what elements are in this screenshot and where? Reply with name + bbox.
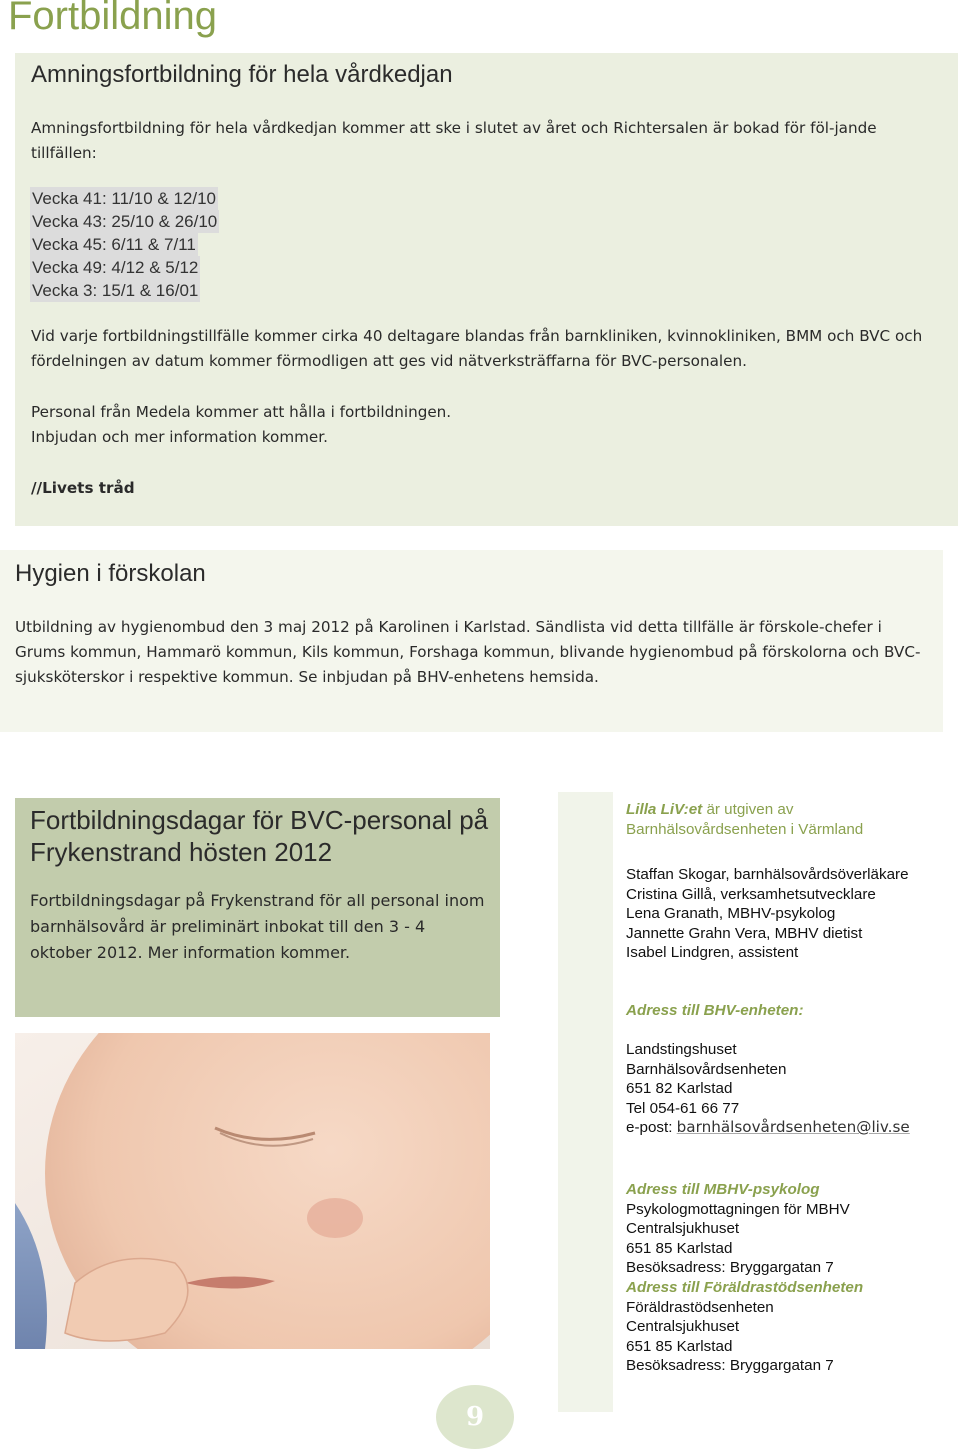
- foraldra-address-heading: Adress till Föräldrastödsenheten: [626, 1278, 864, 1296]
- fortbildningsdagar-section: [15, 798, 500, 1017]
- amning-section: [15, 53, 958, 526]
- mbhv-address-block: [626, 1180, 960, 1376]
- fortbildningsdagar-paragraph: Fortbildningsdagar på Frykenstrand för all personal inom barnhälsovård är preliminärt inbokat till den 3 - 4 oktober 2012. Mer information kommer.: [30, 891, 485, 962]
- sleeping-baby-illustration: [15, 1033, 490, 1349]
- invitation-line: Inbjudan och mer information kommer.: [31, 428, 328, 446]
- publisher-line-rest: är utgiven av: [702, 801, 794, 818]
- staff-item: Cristina Gillå, verksamhetsutvecklare: [626, 885, 876, 903]
- address-line: Föräldrastödsenheten: [626, 1298, 774, 1316]
- staff-item: Jannette Grahn Vera, MBHV dietist: [626, 924, 863, 942]
- week-item: Vecka 43: 25/10 & 26/10: [32, 212, 218, 231]
- publication-name: Lilla LiV:et: [626, 801, 703, 818]
- address-line: Tel 054-61 66 77: [626, 1099, 740, 1117]
- week-item: Vecka 3: 15/1 & 16/01: [32, 281, 199, 300]
- address-line: Besöksadress: Bryggargatan 7: [626, 1259, 834, 1277]
- page-number-badge: [436, 1385, 514, 1449]
- address-line: Centralsjukhuset: [626, 1318, 740, 1336]
- amning-paragraph: Vid varje fortbildningstillfälle kommer cirka 40 deltagare blandas från barnkliniken, kvinnokliniken, BMM och BVC och fördelningen av datum kommer förmodligen att ges vid nätverksträffarna för BVC-personalen.: [31, 327, 923, 370]
- week-item: Vecka 45: 6/11 & 7/11: [32, 235, 196, 254]
- staff-list: [626, 865, 960, 963]
- week-item: Vecka 49: 4/12 & 5/12: [32, 258, 199, 277]
- page-title: Fortbildning: [8, 0, 218, 38]
- amning-intro: Amningsfortbildning för hela vårdkedjan kommer att ske i slutet av året och Richtersalen är bokad för föl-jande tillfällen:: [31, 119, 877, 162]
- amning-heading: Amningsfortbildning för hela vårdkedjan: [31, 61, 453, 88]
- amning-signature: //Livets tråd: [31, 479, 135, 497]
- page-number: 9: [465, 1402, 485, 1432]
- hygien-heading: Hygien i förskolan: [15, 560, 206, 587]
- publisher-line: [626, 800, 956, 820]
- email-link[interactable]: barnhälsovårdsenheten@liv.se: [676, 1118, 910, 1137]
- address-line: 651 85 Karlstad: [626, 1337, 733, 1355]
- hygien-section: [0, 550, 943, 732]
- staff-item: Staffan Skogar, barnhälsovårdsöverläkare: [626, 866, 909, 883]
- mbhv-address-heading: Adress till MBHV-psykolog: [626, 1181, 820, 1198]
- email-label: e-post:: [626, 1119, 677, 1137]
- address-line: Besöksadress: Bryggargatan 7: [626, 1357, 834, 1375]
- address-line: Barnhälsovårdsenheten: [626, 1060, 787, 1078]
- address-line: Centralsjukhuset: [626, 1220, 740, 1238]
- week-item: Vecka 41: 11/10 & 12/10: [32, 189, 216, 208]
- sidebar-strip: [558, 792, 613, 1412]
- fortbildningsdagar-heading: Fortbildningsdagar för BVC-personal på Frykenstrand hösten 2012: [30, 805, 489, 867]
- publisher-block: [626, 800, 956, 839]
- bhv-address-block: [626, 1001, 956, 1021]
- baby-photo: [15, 1033, 490, 1349]
- hygien-paragraph: Utbildning av hygienombud den 3 maj 2012 på Karolinen i Karlstad. Sändlista vid detta tillfälle är förskole-chefer i Grums kommun, Hammarö kommun, Kils kommun, Forshaga kommun, blivande hygienombud på förskolorna och BVC-sjuksköterskor i respektive kommun. Se inbjudan på BHV-enhetens hemsida.: [15, 618, 921, 686]
- week-list: [30, 187, 219, 302]
- medela-line: Personal från Medela kommer att hålla i fortbildningen.: [31, 403, 452, 421]
- address-line: 651 82 Karlstad: [626, 1080, 733, 1098]
- email-line: [626, 1118, 960, 1138]
- amning-medela: [31, 400, 931, 450]
- staff-item: Isabel Lindgren, assistent: [626, 944, 799, 962]
- address-line: Landstingshuset: [626, 1041, 737, 1058]
- address-line: 651 85 Karlstad: [626, 1239, 733, 1257]
- publisher-org: Barnhälsovårdsenheten i Värmland: [626, 820, 864, 838]
- staff-item: Lena Granath, MBHV-psykolog: [626, 905, 836, 923]
- address-line: Psykologmottagningen för MBHV: [626, 1200, 850, 1218]
- bhv-address-heading: Adress till BHV-enheten:: [626, 1002, 804, 1019]
- bhv-address-lines: [626, 1040, 960, 1138]
